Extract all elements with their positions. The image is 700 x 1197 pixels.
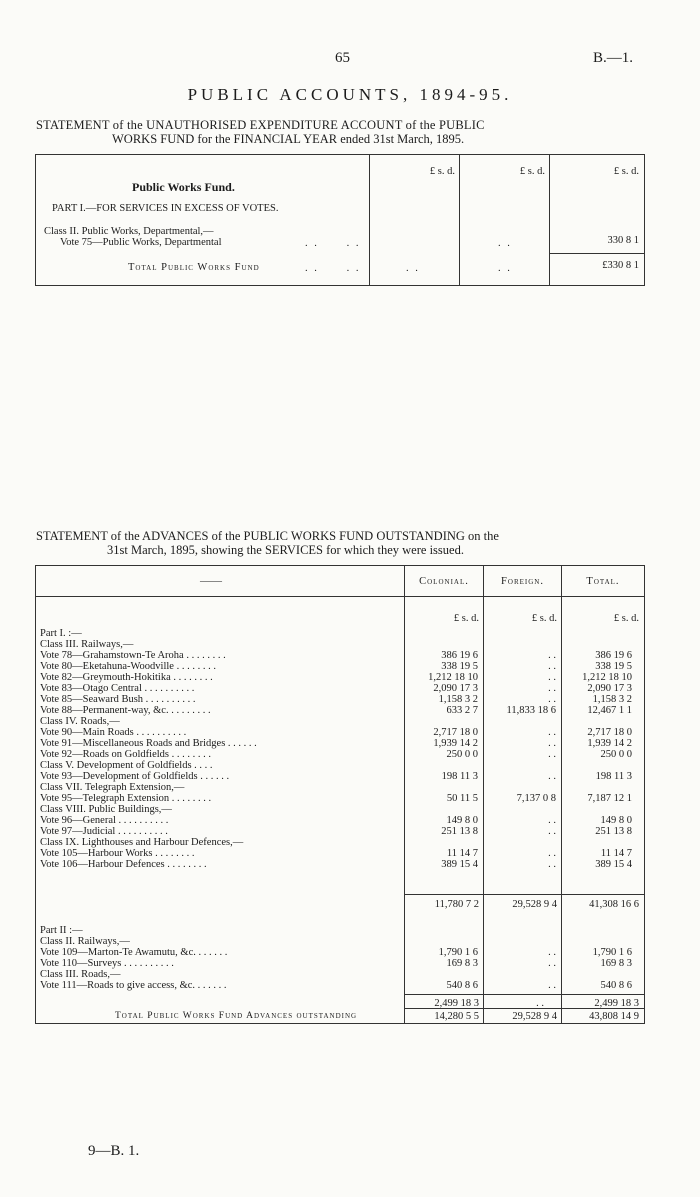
total-cell <box>556 837 632 848</box>
foreign-cell <box>478 925 556 936</box>
table-row <box>40 639 632 650</box>
table-row <box>40 705 632 716</box>
total-cell: 386 19 6 <box>595 650 632 661</box>
total-cell: 198 11 3 <box>595 771 632 782</box>
table-row <box>40 760 632 771</box>
colonial-cell: 1,212 18 10 <box>428 672 478 683</box>
row-label: Vote 78—Grahamstown-Te Aroha . . . . . . . . <box>40 650 226 661</box>
s2-part2-total-total: 2,499 18 3 <box>594 998 639 1009</box>
s1-part-heading: PART I.—FOR SERVICES IN EXCESS OF VOTES. <box>52 203 279 214</box>
foreign-cell: 7,137 0 8 <box>516 793 556 804</box>
foreign-cell <box>478 837 556 848</box>
s2-head-desc: —— <box>200 575 222 587</box>
total-cell: 2,717 18 0 <box>587 727 632 738</box>
foreign-cell: . . <box>548 980 556 991</box>
colonial-cell: 2,090 17 3 <box>433 683 478 694</box>
row-label: Vote 82—Greymouth-Hokitika . . . . . . . . <box>40 672 213 683</box>
foreign-cell <box>478 628 556 639</box>
row-label: Vote 105—Harbour Works . . . . . . . . <box>40 848 195 859</box>
total-cell: 12,467 1 1 <box>587 705 632 716</box>
s1-vote-dots: . . . . <box>305 238 361 249</box>
row-label: Vote 88—Permanent-way, &c. . . . . . . . . <box>40 705 211 716</box>
row-label: Vote 92—Roads on Goldfields . . . . . . . . <box>40 749 212 760</box>
s1-unit-col1: £ s. d. <box>429 166 455 177</box>
row-label: Class V. Development of Goldfields . . . . <box>40 760 213 771</box>
s1-total-dots: . . . . <box>305 263 361 274</box>
row-label: Vote 106—Harbour Defences . . . . . . . . <box>40 859 207 870</box>
colonial-cell: 149 8 0 <box>446 815 478 826</box>
total-cell <box>556 925 632 936</box>
s2-part2-rows <box>40 925 632 991</box>
row-label: Vote 96—General . . . . . . . . . . <box>40 815 169 826</box>
table-row <box>40 936 632 947</box>
colonial-cell <box>399 936 478 947</box>
colonial-cell: 50 11 5 <box>446 793 478 804</box>
s2-unit-colonial: £ s. d. <box>453 613 479 624</box>
foreign-cell <box>478 760 556 771</box>
s2-unit-total: £ s. d. <box>613 613 639 624</box>
total-cell: 1,212 18 10 <box>582 672 632 683</box>
table-row <box>40 804 632 815</box>
s2-part1-total-foreign: 29,528 9 4 <box>512 899 557 910</box>
foreign-cell: . . <box>548 815 556 826</box>
foreign-cell: . . <box>548 694 556 705</box>
total-cell <box>556 716 632 727</box>
colonial-cell <box>399 639 478 650</box>
table-row <box>40 837 632 848</box>
statement1-heading-line2: WORKS FUND for the FINANCIAL YEAR ended 31st March, 1895. <box>112 132 465 146</box>
page-number: 65 <box>335 50 350 66</box>
foreign-cell: . . <box>548 947 556 958</box>
row-label: Vote 80—Eketahuna-Woodville . . . . . . . . <box>40 661 216 672</box>
foreign-cell <box>478 639 556 650</box>
s1-fund-title: Public Works Fund. <box>132 180 235 194</box>
table-row <box>40 925 632 936</box>
table-row <box>40 650 632 661</box>
colonial-cell: 11 14 7 <box>446 848 478 859</box>
colonial-cell <box>399 782 478 793</box>
foreign-cell: . . <box>548 727 556 738</box>
row-label: Class III. Roads,— <box>40 969 121 980</box>
total-cell: 540 8 6 <box>600 980 632 991</box>
table-row <box>40 771 632 782</box>
statement2-heading-line2: 31st March, 1895, showing the SERVICES for which they were issued. <box>107 543 464 557</box>
table-row <box>40 969 632 980</box>
foreign-cell: . . <box>548 958 556 969</box>
total-cell: 338 19 5 <box>595 661 632 672</box>
colonial-cell: 2,717 18 0 <box>433 727 478 738</box>
colonial-cell: 251 13 8 <box>441 826 478 837</box>
colonial-cell <box>399 804 478 815</box>
s1-unit-col3: £ s. d. <box>613 166 639 177</box>
foreign-cell: . . <box>548 650 556 661</box>
colonial-cell: 1,790 1 6 <box>438 947 478 958</box>
row-label: Vote 95—Telegraph Extension . . . . . . . . <box>40 793 212 804</box>
total-cell <box>556 782 632 793</box>
foreign-cell: . . <box>548 749 556 760</box>
row-label: Class VII. Telegraph Extension,— <box>40 782 185 793</box>
total-cell <box>556 639 632 650</box>
foreign-cell <box>478 936 556 947</box>
total-cell: 149 8 0 <box>600 815 632 826</box>
foreign-cell: . . <box>548 826 556 837</box>
s2-grand-total-colonial: 14,280 5 5 <box>434 1011 479 1022</box>
row-label: Vote 85—Seaward Bush . . . . . . . . . . <box>40 694 196 705</box>
s2-unit-foreign: £ s. d. <box>531 613 557 624</box>
row-label: Vote 91—Miscellaneous Roads and Bridges . . . . . . <box>40 738 257 749</box>
s2-grand-total-foreign: 29,528 9 4 <box>512 1011 557 1022</box>
table-row <box>40 947 632 958</box>
table-row <box>40 848 632 859</box>
table-row <box>40 727 632 738</box>
row-label: Vote 93—Development of Goldfields . . . . . . <box>40 771 230 782</box>
table-row <box>40 826 632 837</box>
table-row <box>40 782 632 793</box>
colonial-cell <box>399 760 478 771</box>
colonial-cell: 1,158 3 2 <box>438 694 478 705</box>
total-cell: 250 0 0 <box>600 749 632 760</box>
total-cell: 251 13 8 <box>595 826 632 837</box>
colonial-cell: 1,939 14 2 <box>433 738 478 749</box>
table-row <box>40 628 632 639</box>
table-row <box>40 859 632 870</box>
s2-head-total: Total. <box>586 576 620 587</box>
colonial-cell: 169 8 3 <box>446 958 478 969</box>
table-row <box>40 793 632 804</box>
total-cell <box>556 760 632 771</box>
s2-part1-rows <box>40 628 632 870</box>
page-ref: B.—1. <box>593 50 634 66</box>
s1-class-line: Class II. Public Works, Departmental,— <box>44 226 214 237</box>
row-label: Class IV. Roads,— <box>40 716 120 727</box>
total-cell: 2,090 17 3 <box>587 683 632 694</box>
foreign-cell: . . <box>548 859 556 870</box>
s2-grand-total-total: 43,808 14 9 <box>589 1011 639 1022</box>
table-row <box>40 815 632 826</box>
colonial-cell: 250 0 0 <box>446 749 478 760</box>
total-cell: 11 14 7 <box>600 848 632 859</box>
row-label: Part II :— <box>40 925 83 936</box>
foreign-cell <box>478 804 556 815</box>
colonial-cell: 338 19 5 <box>441 661 478 672</box>
table-row <box>40 716 632 727</box>
total-cell: 7,187 12 1 <box>587 793 632 804</box>
s1-grand-total: £330 8 1 <box>602 260 639 271</box>
colonial-cell <box>399 925 478 936</box>
row-label: Class III. Railways,— <box>40 639 134 650</box>
s2-grand-label: Total Public Works Fund Advances outstanding <box>115 1011 358 1021</box>
s2-head-foreign: Foreign. <box>501 576 544 587</box>
page-title: PUBLIC ACCOUNTS, 1894-95. <box>187 85 513 104</box>
statement2-heading-line1: STATEMENT of the ADVANCES of the PUBLIC WORKS FUND OUTSTANDING on the <box>36 529 499 543</box>
s1-unit-col2: £ s. d. <box>519 166 545 177</box>
colonial-cell <box>399 837 478 848</box>
s2-part2-total-colonial: 2,499 18 3 <box>434 998 479 1009</box>
table-row <box>40 980 632 991</box>
statement1-heading-line1: STATEMENT of the UNAUTHORISED EXPENDITURE ACCOUNT of the PUBLIC <box>36 118 485 132</box>
s2-part2-total-foreign: . . <box>536 998 544 1009</box>
foreign-cell: . . <box>548 771 556 782</box>
colonial-cell: 386 19 6 <box>441 650 478 661</box>
row-label: Class VIII. Public Buildings,— <box>40 804 172 815</box>
row-label: Class IX. Lighthouses and Harbour Defences,— <box>40 837 244 848</box>
table-row <box>40 738 632 749</box>
table-row <box>40 749 632 760</box>
s1-vote-line: Vote 75—Public Works, Departmental <box>60 237 222 248</box>
table-row <box>40 661 632 672</box>
colonial-cell <box>399 716 478 727</box>
total-cell <box>556 969 632 980</box>
row-label: Vote 109—Marton-Te Awamutu, &c. . . . . . . <box>40 947 228 958</box>
colonial-cell <box>399 628 478 639</box>
table-row <box>40 694 632 705</box>
s1-total-dots-col1: . . <box>406 263 420 274</box>
foreign-cell <box>478 782 556 793</box>
total-cell: 1,790 1 6 <box>592 947 632 958</box>
foreign-cell: . . <box>548 661 556 672</box>
s1-total-dots-col2: . . <box>498 263 512 274</box>
s1-total-label: Total Public Works Fund <box>128 262 260 273</box>
colonial-cell: 633 2 7 <box>446 705 478 716</box>
row-label: Vote 111—Roads to give access, &c. . . . . . . <box>40 980 227 991</box>
row-label: Part I. :— <box>40 628 82 639</box>
total-cell <box>556 628 632 639</box>
foreign-cell: . . <box>548 672 556 683</box>
row-label: Vote 83—Otago Central . . . . . . . . . . <box>40 683 195 694</box>
s2-head-colonial: Colonial. <box>419 576 469 587</box>
s1-vote-total: 330 8 1 <box>607 235 639 246</box>
colonial-cell: 540 8 6 <box>446 980 478 991</box>
total-cell <box>556 936 632 947</box>
colonial-cell: 198 11 3 <box>441 771 478 782</box>
foreign-cell: . . <box>548 683 556 694</box>
s1-vote-dots-col2: . . <box>498 238 512 249</box>
foreign-cell: . . <box>548 738 556 749</box>
foreign-cell: 11,833 18 6 <box>506 705 556 716</box>
row-label: Class II. Railways,— <box>40 936 130 947</box>
colonial-cell: 389 15 4 <box>441 859 478 870</box>
page-footer: 9—B. 1. <box>88 1143 140 1159</box>
total-cell: 389 15 4 <box>595 859 632 870</box>
table-row <box>40 672 632 683</box>
table-row <box>40 683 632 694</box>
table-row <box>40 958 632 969</box>
total-cell: 1,158 3 2 <box>592 694 632 705</box>
total-cell <box>556 804 632 815</box>
foreign-cell: . . <box>548 848 556 859</box>
foreign-cell <box>478 969 556 980</box>
s2-part1-total-total: 41,308 16 6 <box>589 899 639 910</box>
total-cell: 169 8 3 <box>600 958 632 969</box>
row-label: Vote 110—Surveys . . . . . . . . . . <box>40 958 174 969</box>
s2-part1-total-colonial: 11,780 7 2 <box>434 899 479 910</box>
row-label: Vote 97—Judicial . . . . . . . . . . <box>40 826 168 837</box>
foreign-cell <box>478 716 556 727</box>
colonial-cell <box>399 969 478 980</box>
row-label: Vote 90—Main Roads . . . . . . . . . . <box>40 727 187 738</box>
total-cell: 1,939 14 2 <box>587 738 632 749</box>
